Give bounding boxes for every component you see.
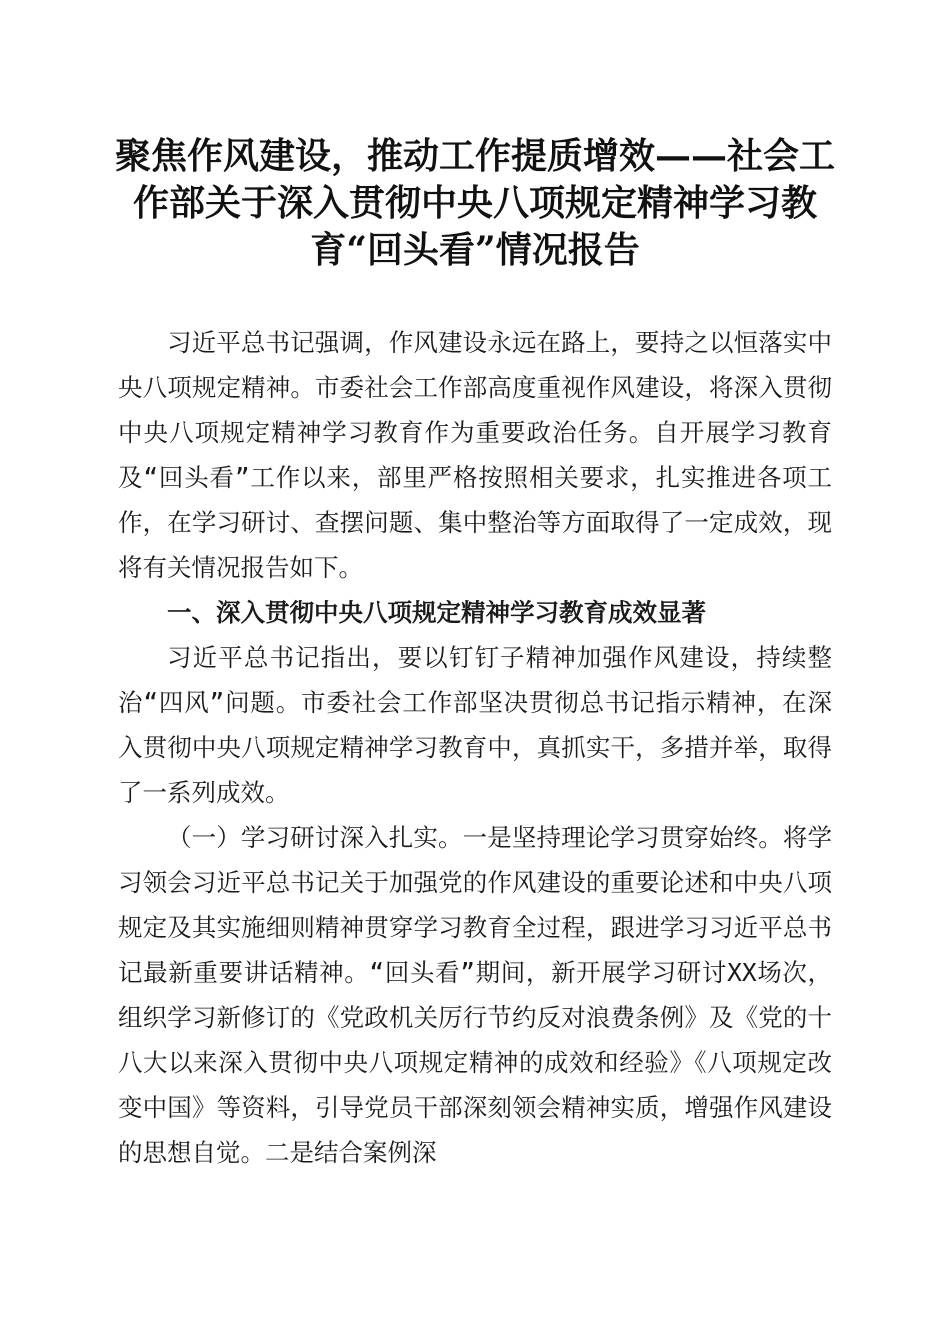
document-body <box>118 320 832 1175</box>
section-heading: 一、深入贯彻中央八项规定精神学习教育成效显著 <box>167 598 706 627</box>
section-paragraph: 习近平总书记指出，要以钉钉子精神加强作风建设，持续整治“四风”问题。市委社会工作部坚决贯彻总书记指示精神，在深入贯彻中央八项规定精神学习教育中，真抓实干，多措并举，取得了一系列成效。 <box>118 643 832 807</box>
document-title: 聚焦作风建设，推动工作提质增效——社会工作部关于深入贯彻中央八项规定精神学习教育“回头看”情况报告 <box>114 135 835 271</box>
subsection-paragraph: （一）学习研讨深入扎实。一是坚持理论学习贯穿始终。将学习领会习近平总书记关于加强党的作风建设的重要论述和中央八项规定及其实施细则精神贯穿学习教育全过程，跟进学习习近平总书记最新重要讲话精神。“回头看”期间，新开展学习研讨XX场次，组织学习新修订的《党政机关厉行节约反对浪费条例》及《党的十八大以来深入贯彻中央八项规定精神的成效和经验》《八项规定改变中国》等资料，引导党员干部深刻领会精神实质，增强作风建设的思想自觉。二是结合案例深 <box>118 823 832 1167</box>
intro-paragraph: 习近平总书记强调，作风建设永远在路上，要持之以恒落实中央八项规定精神。市委社会工作部高度重视作风建设，将深入贯彻中央八项规定精神学习教育作为重要政治任务。自开展学习教育及“回头看”工作以来，部里严格按照相关要求，扎实推进各项工作，在学习研讨、查摆问题、集中整治等方面取得了一定成效，现将有关情况报告如下。 <box>118 328 832 582</box>
